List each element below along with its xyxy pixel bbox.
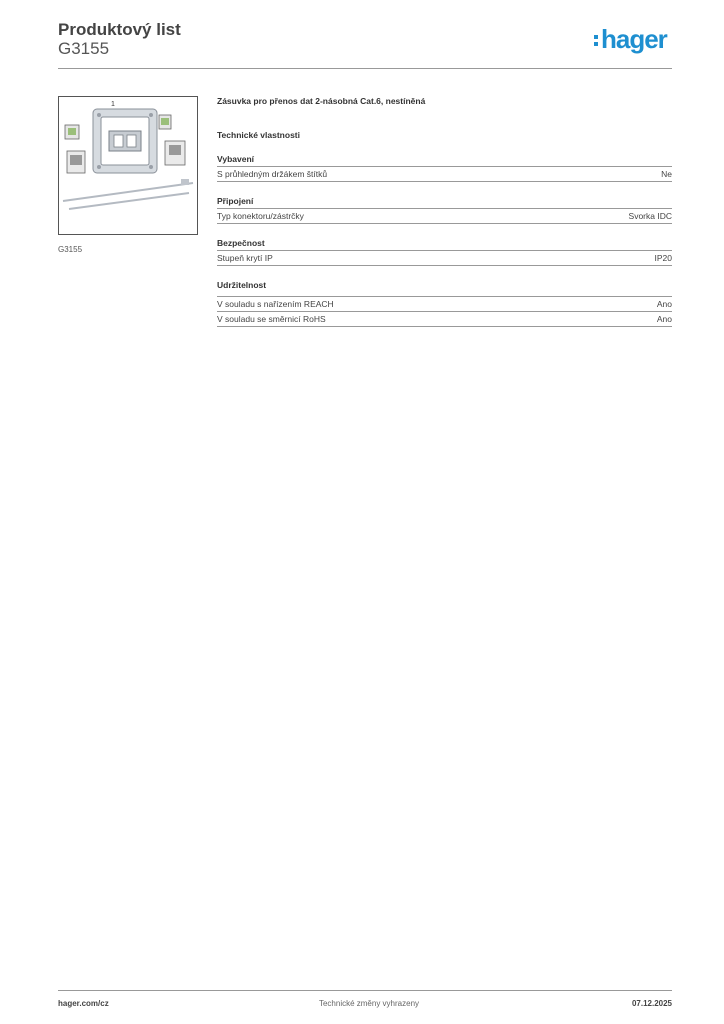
footer-date: 07.12.2025 — [631, 999, 672, 1008]
footer-notice: Technické změny vyhrazeny — [318, 999, 420, 1008]
spec-value: Ano — [656, 299, 672, 309]
group-title: Vybavení — [217, 154, 672, 167]
hager-logo — [594, 26, 667, 52]
header-divider — [58, 68, 672, 69]
spec-row — [217, 312, 672, 327]
group-udrzitelnost — [217, 280, 672, 327]
logo-text: hager — [601, 24, 667, 54]
spec-value: IP20 — [654, 253, 672, 263]
spec-label: S průhledným držákem štítků — [217, 169, 328, 179]
group-title: Udržitelnost — [217, 280, 672, 297]
product-image — [58, 96, 198, 235]
page-title: Produktový list — [58, 20, 181, 39]
spec-value: Ne — [661, 169, 672, 179]
product-details — [217, 96, 672, 327]
group-vybaveni — [217, 154, 672, 182]
spec-label: Typ konektoru/zástrčky — [217, 211, 304, 221]
group-pripojeni — [217, 196, 672, 224]
group-bezpecnost — [217, 238, 672, 266]
spec-value: Ano — [656, 314, 672, 324]
footer-divider — [58, 990, 672, 991]
spec-row — [217, 209, 672, 224]
spec-label: V souladu se směrnicí RoHS — [217, 314, 326, 324]
spec-label: V souladu s nařízením REACH — [217, 299, 334, 309]
section-heading: Technické vlastnosti — [217, 130, 300, 140]
spec-row — [217, 251, 672, 266]
group-title: Připojení — [217, 196, 672, 209]
image-caption: G3155 — [58, 245, 83, 254]
product-title: Zásuvka pro přenos dat 2-násobná Cat.6, nestíněná — [217, 96, 426, 106]
spec-row — [217, 297, 672, 312]
group-title: Bezpečnost — [217, 238, 672, 251]
svg-text:1: 1 — [111, 101, 115, 108]
spec-label: Stupeň krytí IP — [217, 253, 273, 263]
logo-dots-icon — [594, 35, 598, 46]
spec-value: Svorka IDC — [628, 211, 672, 221]
spec-row — [217, 167, 672, 182]
product-code: G3155 — [58, 39, 110, 58]
socket-module-icon — [59, 97, 197, 234]
footer-website[interactable]: hager.com/cz — [58, 999, 109, 1008]
